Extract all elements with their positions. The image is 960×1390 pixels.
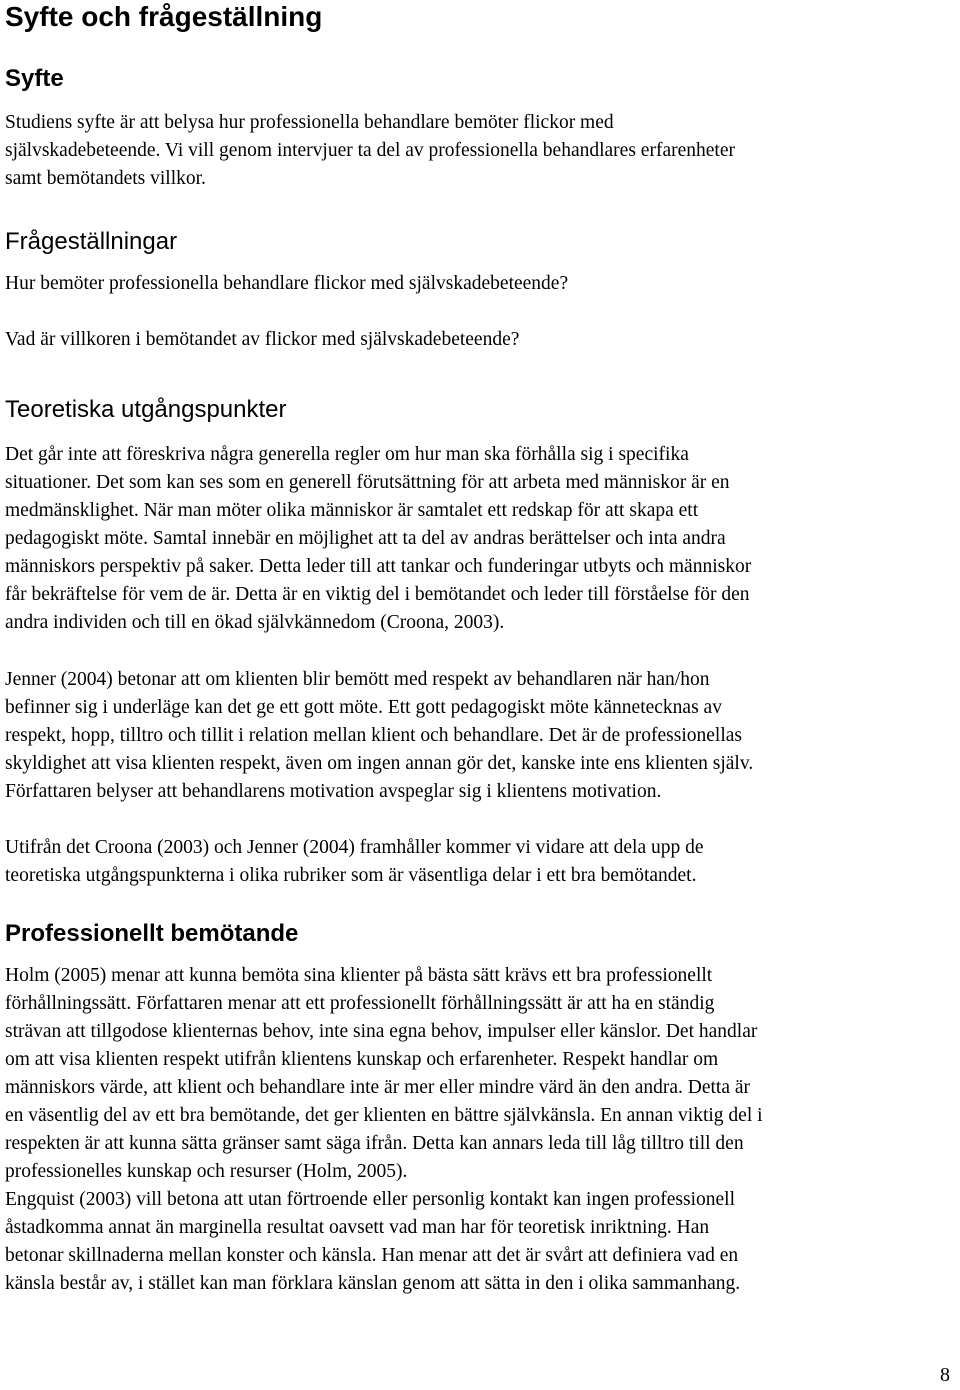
text-line: Vad är villkoren i bemötandet av flickor med självskadebeteende? xyxy=(5,329,520,350)
paragraph-syfte xyxy=(5,109,955,193)
text-line: Det går inte att föreskriva några generella regler om hur man ska förhålla sig i specifika xyxy=(5,444,689,465)
text-line: respekt, hopp, tilltro och tillit i relation mellan klient och behandlare. Det är de professionellas xyxy=(5,725,742,746)
text-line: självskadebeteende. Vi vill genom intervjuer ta del av professionella behandlares erfarenheter xyxy=(5,140,735,161)
text-line: människors perspektiv på saker. Detta leder till att tankar och funderingar utbyts och människor xyxy=(5,556,752,577)
text-line: professionelles kunskap och resurser (Holm, 2005). xyxy=(5,1161,408,1182)
heading-fragestallningar: Frågeställningar xyxy=(5,228,178,255)
paragraph-professionellt-1 xyxy=(5,962,955,1186)
paragraph-teoretiska-2 xyxy=(5,666,955,806)
text-line: skyldighet att visa klienten respekt, även om ingen annan gör det, kanske inte ens klienten själv. xyxy=(5,753,754,774)
paragraph-professionellt-2 xyxy=(5,1186,955,1298)
heading-professionellt-bemotande: Professionellt bemötande xyxy=(5,920,299,947)
text-line: Studiens syfte är att belysa hur professionella behandlare bemöter flickor med xyxy=(5,112,614,133)
heading-teoretiska-utgangspunkter: Teoretiska utgångspunkter xyxy=(5,396,287,423)
text-line: Holm (2005) menar att kunna bemöta sina klienter på bästa sätt krävs ett bra professionellt xyxy=(5,965,713,986)
text-line: en väsentlig del av ett bra bemötande, det ger klienten en bättre självkänsla. En annan viktig del i xyxy=(5,1105,763,1126)
heading-syfte: Syfte xyxy=(5,65,64,92)
page-title: Syfte och frågeställning xyxy=(5,1,323,32)
text-line: Författaren belyser att behandlarens motivation avspeglar sig i klientens motivation. xyxy=(5,781,662,802)
text-line: Utifrån det Croona (2003) och Jenner (2004) framhåller kommer vi vidare att dela upp de xyxy=(5,837,704,858)
text-line: Jenner (2004) betonar att om klienten blir bemött med respekt av behandlaren när han/hon xyxy=(5,669,710,690)
text-line: pedagogiskt möte. Samtal innebär en möjlighet att ta del av andras berättelser och inta andra xyxy=(5,528,726,549)
text-line: teoretiska utgångspunkterna i olika rubriker som är väsentliga delar i ett bra bemötandet. xyxy=(5,865,697,886)
paragraph-teoretiska-3 xyxy=(5,834,955,890)
text-line: situationer. Det som kan ses som en generell förutsättning för att arbeta med människor är en xyxy=(5,472,730,493)
text-line: samt bemötandets villkor. xyxy=(5,168,206,189)
text-line: Hur bemöter professionella behandlare flickor med självskadebeteende? xyxy=(5,273,569,294)
text-line: andra individen och till en ökad självkännedom (Croona, 2003). xyxy=(5,612,505,633)
text-line: får bekräftelse för vem de är. Detta är en viktig del i bemötandet och leder till förståelse för den xyxy=(5,584,750,605)
paragraph-teoretiska-1 xyxy=(5,441,955,637)
question-1 xyxy=(5,270,955,298)
text-line: om att visa klienten respekt utifrån klientens kunskap och erfarenheter. Respekt handlar om xyxy=(5,1049,719,1070)
text-line: känsla består av, i stället kan man förklara känslan genom att sätta in den i olika sammanhang. xyxy=(5,1273,741,1294)
text-line: respekten är att kunna sätta gränser samt säga ifrån. Detta kan annars leda till låg tilltro till den xyxy=(5,1133,744,1154)
text-line: strävan att tillgodose klienternas behov, inte sina egna behov, impulser eller känslor. Det handlar xyxy=(5,1021,758,1042)
page-number: 8 xyxy=(940,1364,950,1386)
text-line: Engquist (2003) vill betona att utan förtroende eller personlig kontakt kan ingen professionell xyxy=(5,1189,735,1210)
text-line: betonar skillnaderna mellan konster och känsla. Han menar att det är svårt att definiera vad en xyxy=(5,1245,739,1266)
text-line: åstadkomma annat än marginella resultat oavsett vad man har för teoretisk inriktning. Han xyxy=(5,1217,710,1238)
text-line: förhållningssätt. Författaren menar att ett professionellt förhållningssätt är att ha en ständig xyxy=(5,993,715,1014)
text-line: människors värde, att klient och behandlare inte är mer eller mindre värd än den andra. Detta är xyxy=(5,1077,751,1098)
question-2 xyxy=(5,326,955,354)
text-line: befinner sig i underläge kan det ge ett gott möte. Ett gott pedagogiskt möte kännetecknas av xyxy=(5,697,722,718)
text-line: medmänsklighet. När man möter olika människor är samtalet ett redskap för att skapa ett xyxy=(5,500,699,521)
